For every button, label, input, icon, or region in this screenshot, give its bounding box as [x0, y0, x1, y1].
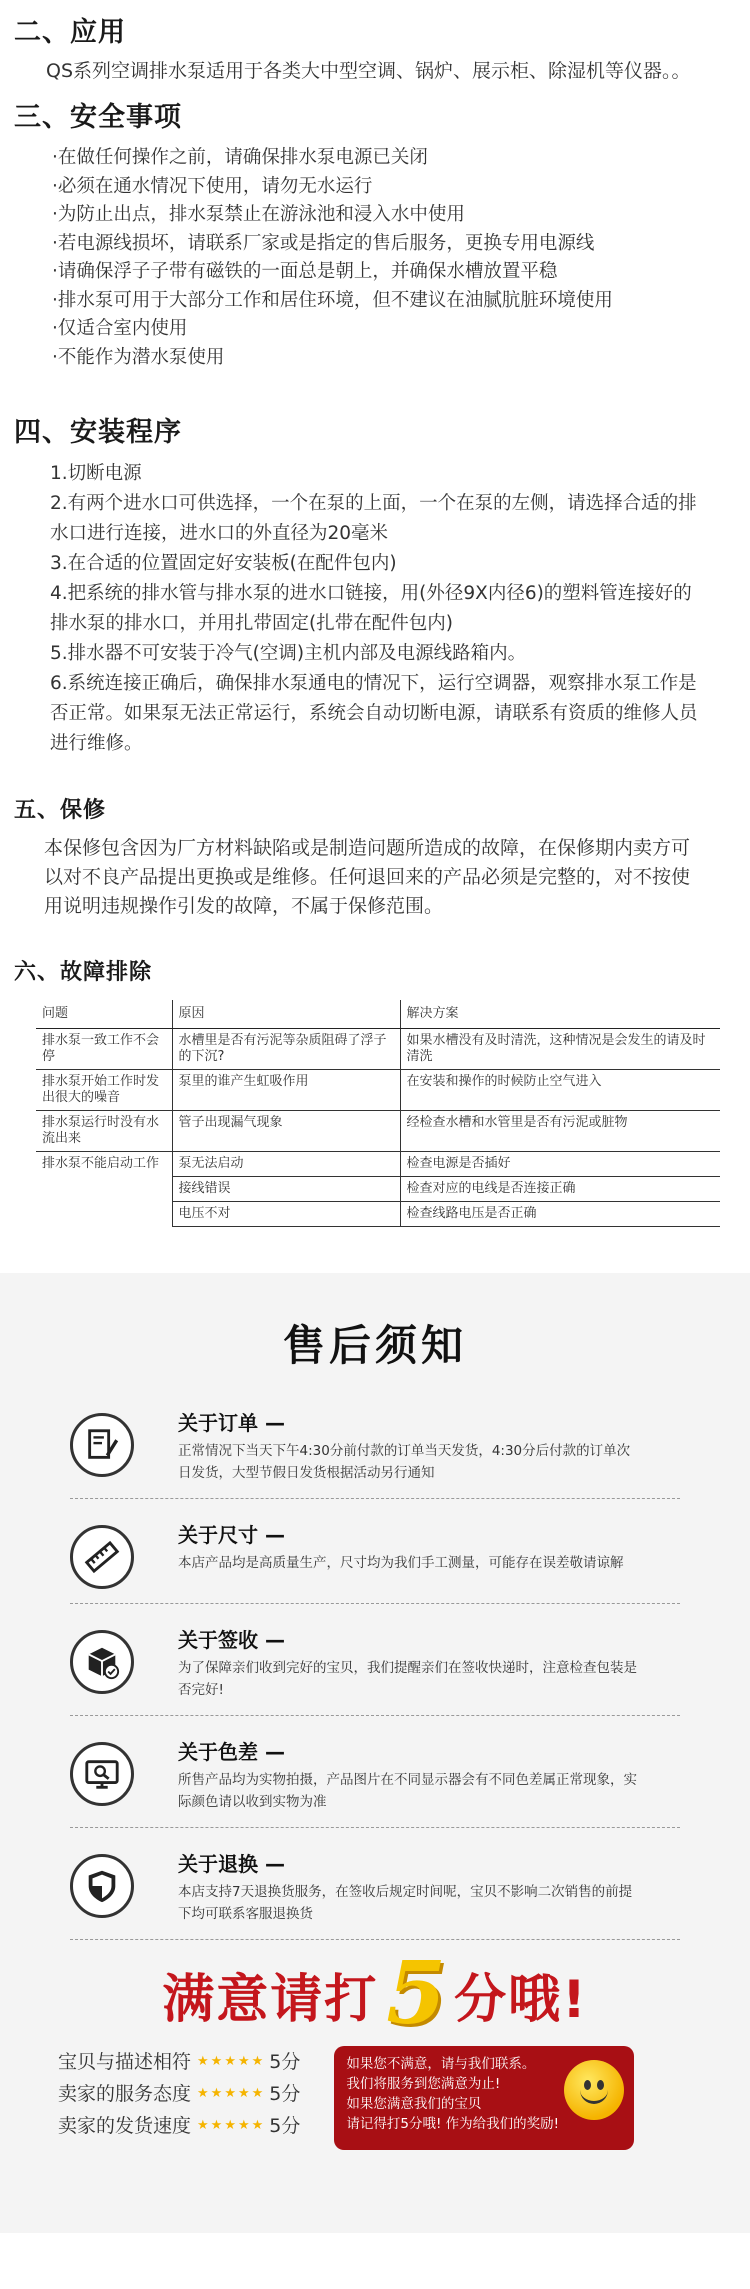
section-troubleshooting: [0, 921, 750, 1227]
column-header: 问题: [36, 1000, 172, 1029]
after-sales-title: 售后须知: [282, 1321, 467, 1370]
list-item: 6.系统连接正确后，确保排水泵通电的情况下，运行空调器，观察排水泵工作是否正常。如果泵无法正常运行，系统会自动切断电源，请联系有资质的维修人员进行维修。: [50, 673, 698, 754]
rating-score: 5分: [269, 2115, 301, 2137]
notice-receipt: [70, 1618, 680, 1716]
table-cell: 检查线路电压是否正确: [400, 1202, 720, 1227]
table-cell: 排水泵开始工作时发出很大的噪音: [36, 1070, 172, 1111]
table-cell: 排水泵运行时没有水流出来: [36, 1111, 172, 1152]
list-item: ·请确保浮子子带有磁铁的一面总是朝上，并确保水槽放置平稳: [52, 261, 558, 282]
section-title: 二、应用: [14, 17, 126, 48]
table-cell: 排水泵不能启动工作: [36, 1152, 172, 1227]
section-title: 四、安装程序: [14, 417, 182, 448]
rating-area: [58, 2046, 750, 2150]
table-cell: 检查电源是否插好: [400, 1152, 720, 1177]
table-cell: 经检查水槽和水管里是否有污泥或脏物: [400, 1111, 720, 1152]
list-item: ·在做任何操作之前，请确保排水泵电源已关闭: [52, 147, 428, 168]
list-item: 2.有两个进水口可供选择，一个在泵的上面，一个在泵的左侧，请选择合适的排水口进行连接，进水口的外直径为20毫米: [50, 493, 697, 544]
notice-title: 关于订单 —: [178, 1411, 285, 1435]
star-icon: ★★★★★: [197, 2054, 266, 2069]
monitor-search-icon: [70, 1742, 134, 1806]
section-safety: [0, 85, 750, 372]
notice-desc: 本店支持7天退换货服务，在签收后规定时间呢，宝贝不影响二次销售的前提下均可联系客服退换货: [178, 1884, 633, 1922]
section-title: 六、故障排除: [14, 960, 153, 985]
table-cell: 在安装和操作的时候防止空气进入: [400, 1070, 720, 1111]
notice-desc: 所售产品均为实物拍摄，产品图片在不同显示器会有不同色差属正常现象，实际颜色请以收到实物为准: [178, 1772, 637, 1810]
section-warranty: [0, 759, 750, 921]
section-application: [0, 0, 750, 85]
smiley-icon: [564, 2060, 624, 2120]
slogan-text-a: 满意请打: [162, 1969, 379, 2030]
notice-desc: 本店产品均是高质量生产，尺寸均为我们手工测量，可能存在误差敬请谅解: [178, 1555, 624, 1571]
rating-list: [58, 2046, 300, 2150]
section-title: 五、保修: [14, 798, 107, 823]
notice-title: 关于尺寸 —: [178, 1523, 285, 1547]
table-cell: 泵无法启动: [172, 1152, 400, 1177]
list-item: 5.排水器不可安装于冷气(空调)主机内部及电源线路箱内。: [50, 643, 527, 664]
table-cell: 排水泵一致工作不会停: [36, 1029, 172, 1070]
list-item: ·仅适合室内使用: [52, 318, 188, 339]
box-line: 如果您不满意，请与我们联系。: [346, 2056, 536, 2072]
box-line: 如果您满意我们的宝贝: [346, 2096, 482, 2112]
table-cell: 泵里的谁产生虹吸作用: [172, 1070, 400, 1111]
section-title: 三、安全事项: [14, 102, 182, 133]
notice-title: 关于签收 —: [178, 1628, 285, 1652]
table-row: [36, 1029, 720, 1070]
slogan-five: 5: [386, 1943, 447, 2044]
box-line: 请记得打5分哦! 作为给我们的奖励!: [346, 2116, 560, 2132]
after-sales-section: [0, 1273, 750, 2233]
table-row: [36, 1152, 720, 1177]
column-header: 解决方案: [400, 1000, 720, 1029]
document-pen-icon: [70, 1413, 134, 1477]
rating-score: 5分: [269, 2083, 301, 2105]
table-cell: 电压不对: [172, 1202, 400, 1227]
rating-label: 宝贝与描述相符: [58, 2051, 192, 2073]
shield-icon: [70, 1854, 134, 1918]
list-item: ·排水泵可用于大部分工作和居住环境，但不建议在油腻肮脏环境使用: [52, 289, 613, 311]
list-item: ·不能作为潜水泵使用: [52, 346, 225, 368]
table-cell: 管子出现漏气现象: [172, 1111, 400, 1152]
section-installation: [0, 372, 750, 759]
column-header: 原因: [172, 1000, 400, 1029]
installation-steps: [14, 459, 736, 759]
list-item: 4.把系统的排水管与排水泵的进水口链接，用(外径9X内径6)的塑料管连接好的排水泵的排水口，并用扎带固定(扎带在配件包内): [50, 583, 692, 634]
rating-label: 卖家的服务态度: [58, 2083, 192, 2105]
ruler-icon: [70, 1525, 134, 1589]
application-text: QS系列空调排水泵适用于各类大中型空调、锅炉、展示柜、除湿机等仪器。。: [46, 60, 691, 82]
table-cell: 检查对应的电线是否连接正确: [400, 1177, 720, 1202]
table-cell: 如果水槽没有及时清洗，这种情况是会发生的请及时清洗: [400, 1029, 720, 1070]
rating-row: [58, 2110, 300, 2142]
safety-list: [14, 144, 736, 372]
notice-desc: 为了保障亲们收到完好的宝贝，我们提醒亲们在签收快递时，注意检查包装是否完好!: [178, 1660, 637, 1698]
star-icon: ★★★★★: [197, 2086, 266, 2101]
list-item: ·必须在通水情况下使用，请勿无水运行: [52, 175, 373, 197]
notice-desc: 正常情况下当天下午4:30分前付款的订单当天发货，4:30分后付款的订单次日发货，大型节假日发货根据活动另行通知: [178, 1443, 631, 1481]
notice-title: 关于退换 —: [178, 1852, 285, 1876]
table-cell: 水槽里是否有污泥等杂质阻碍了浮子的下沉?: [172, 1029, 400, 1070]
notice-title: 关于色差 —: [178, 1740, 285, 1764]
rating-slogan: [0, 1943, 750, 2044]
table-row: [36, 1070, 720, 1111]
notice-order: [70, 1401, 680, 1499]
rating-label: 卖家的发货速度: [58, 2115, 192, 2137]
rating-score: 5分: [269, 2051, 301, 2073]
list-item: ·为防止出点，排水泵禁止在游泳池和浸入水中使用: [52, 204, 465, 225]
notice-size: [70, 1513, 680, 1604]
list-item: ·若电源线损坏，请联系厂家或是指定的售后服务，更换专用电源线: [52, 232, 595, 254]
table-row: [36, 1111, 720, 1152]
box-line: 我们将服务到您满意为止!: [346, 2076, 501, 2092]
list-item: 1.切断电源: [50, 463, 142, 484]
table-cell: 接线错误: [172, 1177, 400, 1202]
table-header-row: [36, 1000, 720, 1029]
package-check-icon: [70, 1630, 134, 1694]
satisfaction-box: [334, 2046, 634, 2150]
warranty-text: 本保修包含因为厂方材料缺陷或是制造问题所造成的故障，在保修期内卖方可以对不良产品提出更换或是维修。任何退回来的产品必须是完整的，对不按使用说明违规操作引发的故障，不属于保修范围。: [44, 837, 691, 917]
star-icon: ★★★★★: [197, 2118, 266, 2133]
rating-row: [58, 2046, 300, 2078]
notice-color: [70, 1730, 680, 1828]
troubleshooting-table: [36, 1000, 720, 1227]
notice-return: [70, 1842, 680, 1940]
slogan-text-b: 分哦!: [454, 1969, 588, 2030]
list-item: 3.在合适的位置固定好安装板(在配件包内): [50, 553, 397, 574]
rating-row: [58, 2078, 300, 2110]
